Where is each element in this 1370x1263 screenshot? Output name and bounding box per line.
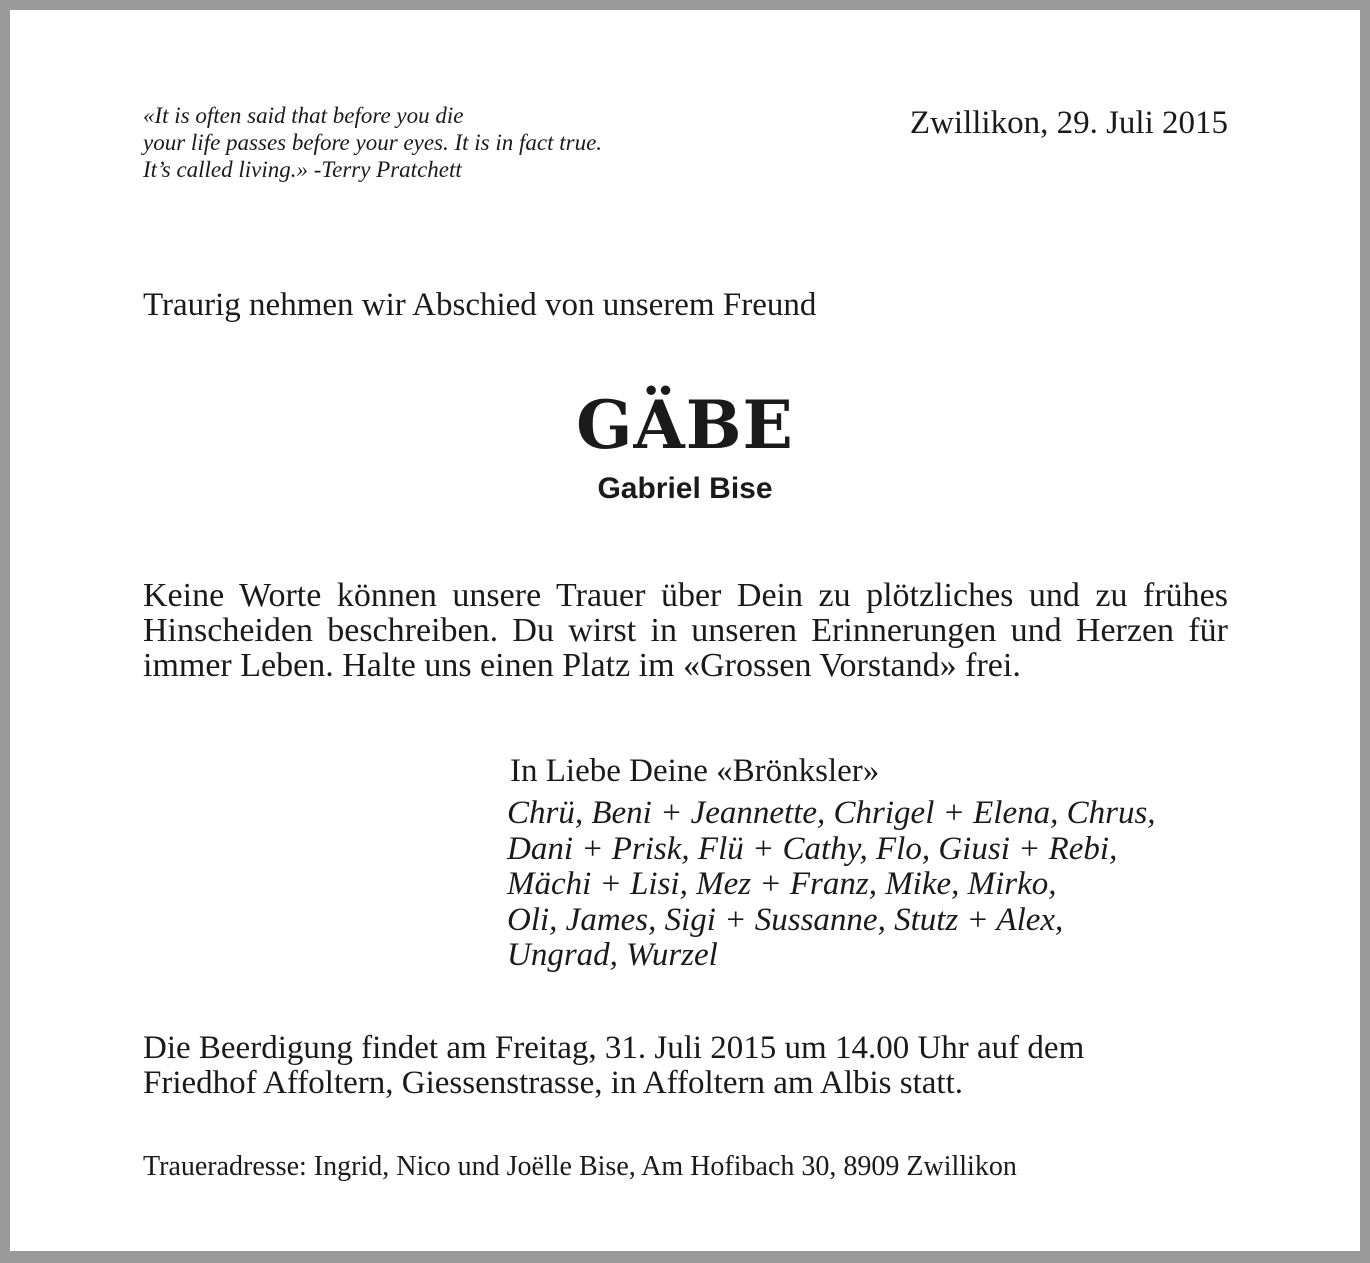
funeral-line: Friedhof Affoltern, Giessenstrasse, in Affoltern am Albis statt. <box>143 1065 964 1101</box>
friends-line: Chrü, Beni + Jeannette, Chrigel + Elena, Chrus, <box>507 795 1156 831</box>
quote-line: your life passes before your eyes. It is in fact true. <box>143 130 603 155</box>
quote-line: «It is often said that before you die <box>143 103 464 128</box>
intro-line: Traurig nehmen wir Abschied von unserem Freund <box>143 287 817 323</box>
friends-line: Mächi + Lisi, Mez + Franz, Mike, Mirko, <box>507 866 1057 902</box>
deceased-full-name: Gabriel Bise <box>597 472 773 505</box>
friends-line: Ungrad, Wurzel <box>507 937 718 973</box>
funeral-line: Die Beerdigung findet am Freitag, 31. Juli 2015 um 14.00 Uhr auf dem <box>143 1030 1085 1066</box>
place-date: Zwillikon, 29. Juli 2015 <box>909 105 1228 141</box>
deceased-nickname: GÄBE <box>576 386 794 464</box>
obituary-page <box>10 10 1360 1251</box>
signature-line: In Liebe Deine «Brönksler» <box>510 753 880 789</box>
quote-line: It’s called living.» -Terry Pratchett <box>143 157 462 182</box>
friends-line: Dani + Prisk, Flü + Cathy, Flo, Giusi + Rebi, <box>507 830 1118 867</box>
friends-line: Oli, James, Sigi + Sussanne, Stutz + Alex, <box>507 901 1064 938</box>
friends-list <box>507 796 1156 974</box>
mourning-address: Traueradresse: Ingrid, Nico und Joëlle Bise, Am Hofibach 30, 8909 Zwillikon <box>143 1151 1017 1182</box>
funeral-notice <box>143 1031 1228 1101</box>
epigraph-quote <box>143 102 602 183</box>
condolence-message: Keine Worte können unsere Trauer über Dein zu plötzliches und zu frühes Hinscheiden beschreiben. Du wirst in unseren Erinnerungen und Herzen für immer Leben. Halte uns einen Platz im «Grossen Vorstand» frei. <box>143 577 1228 684</box>
